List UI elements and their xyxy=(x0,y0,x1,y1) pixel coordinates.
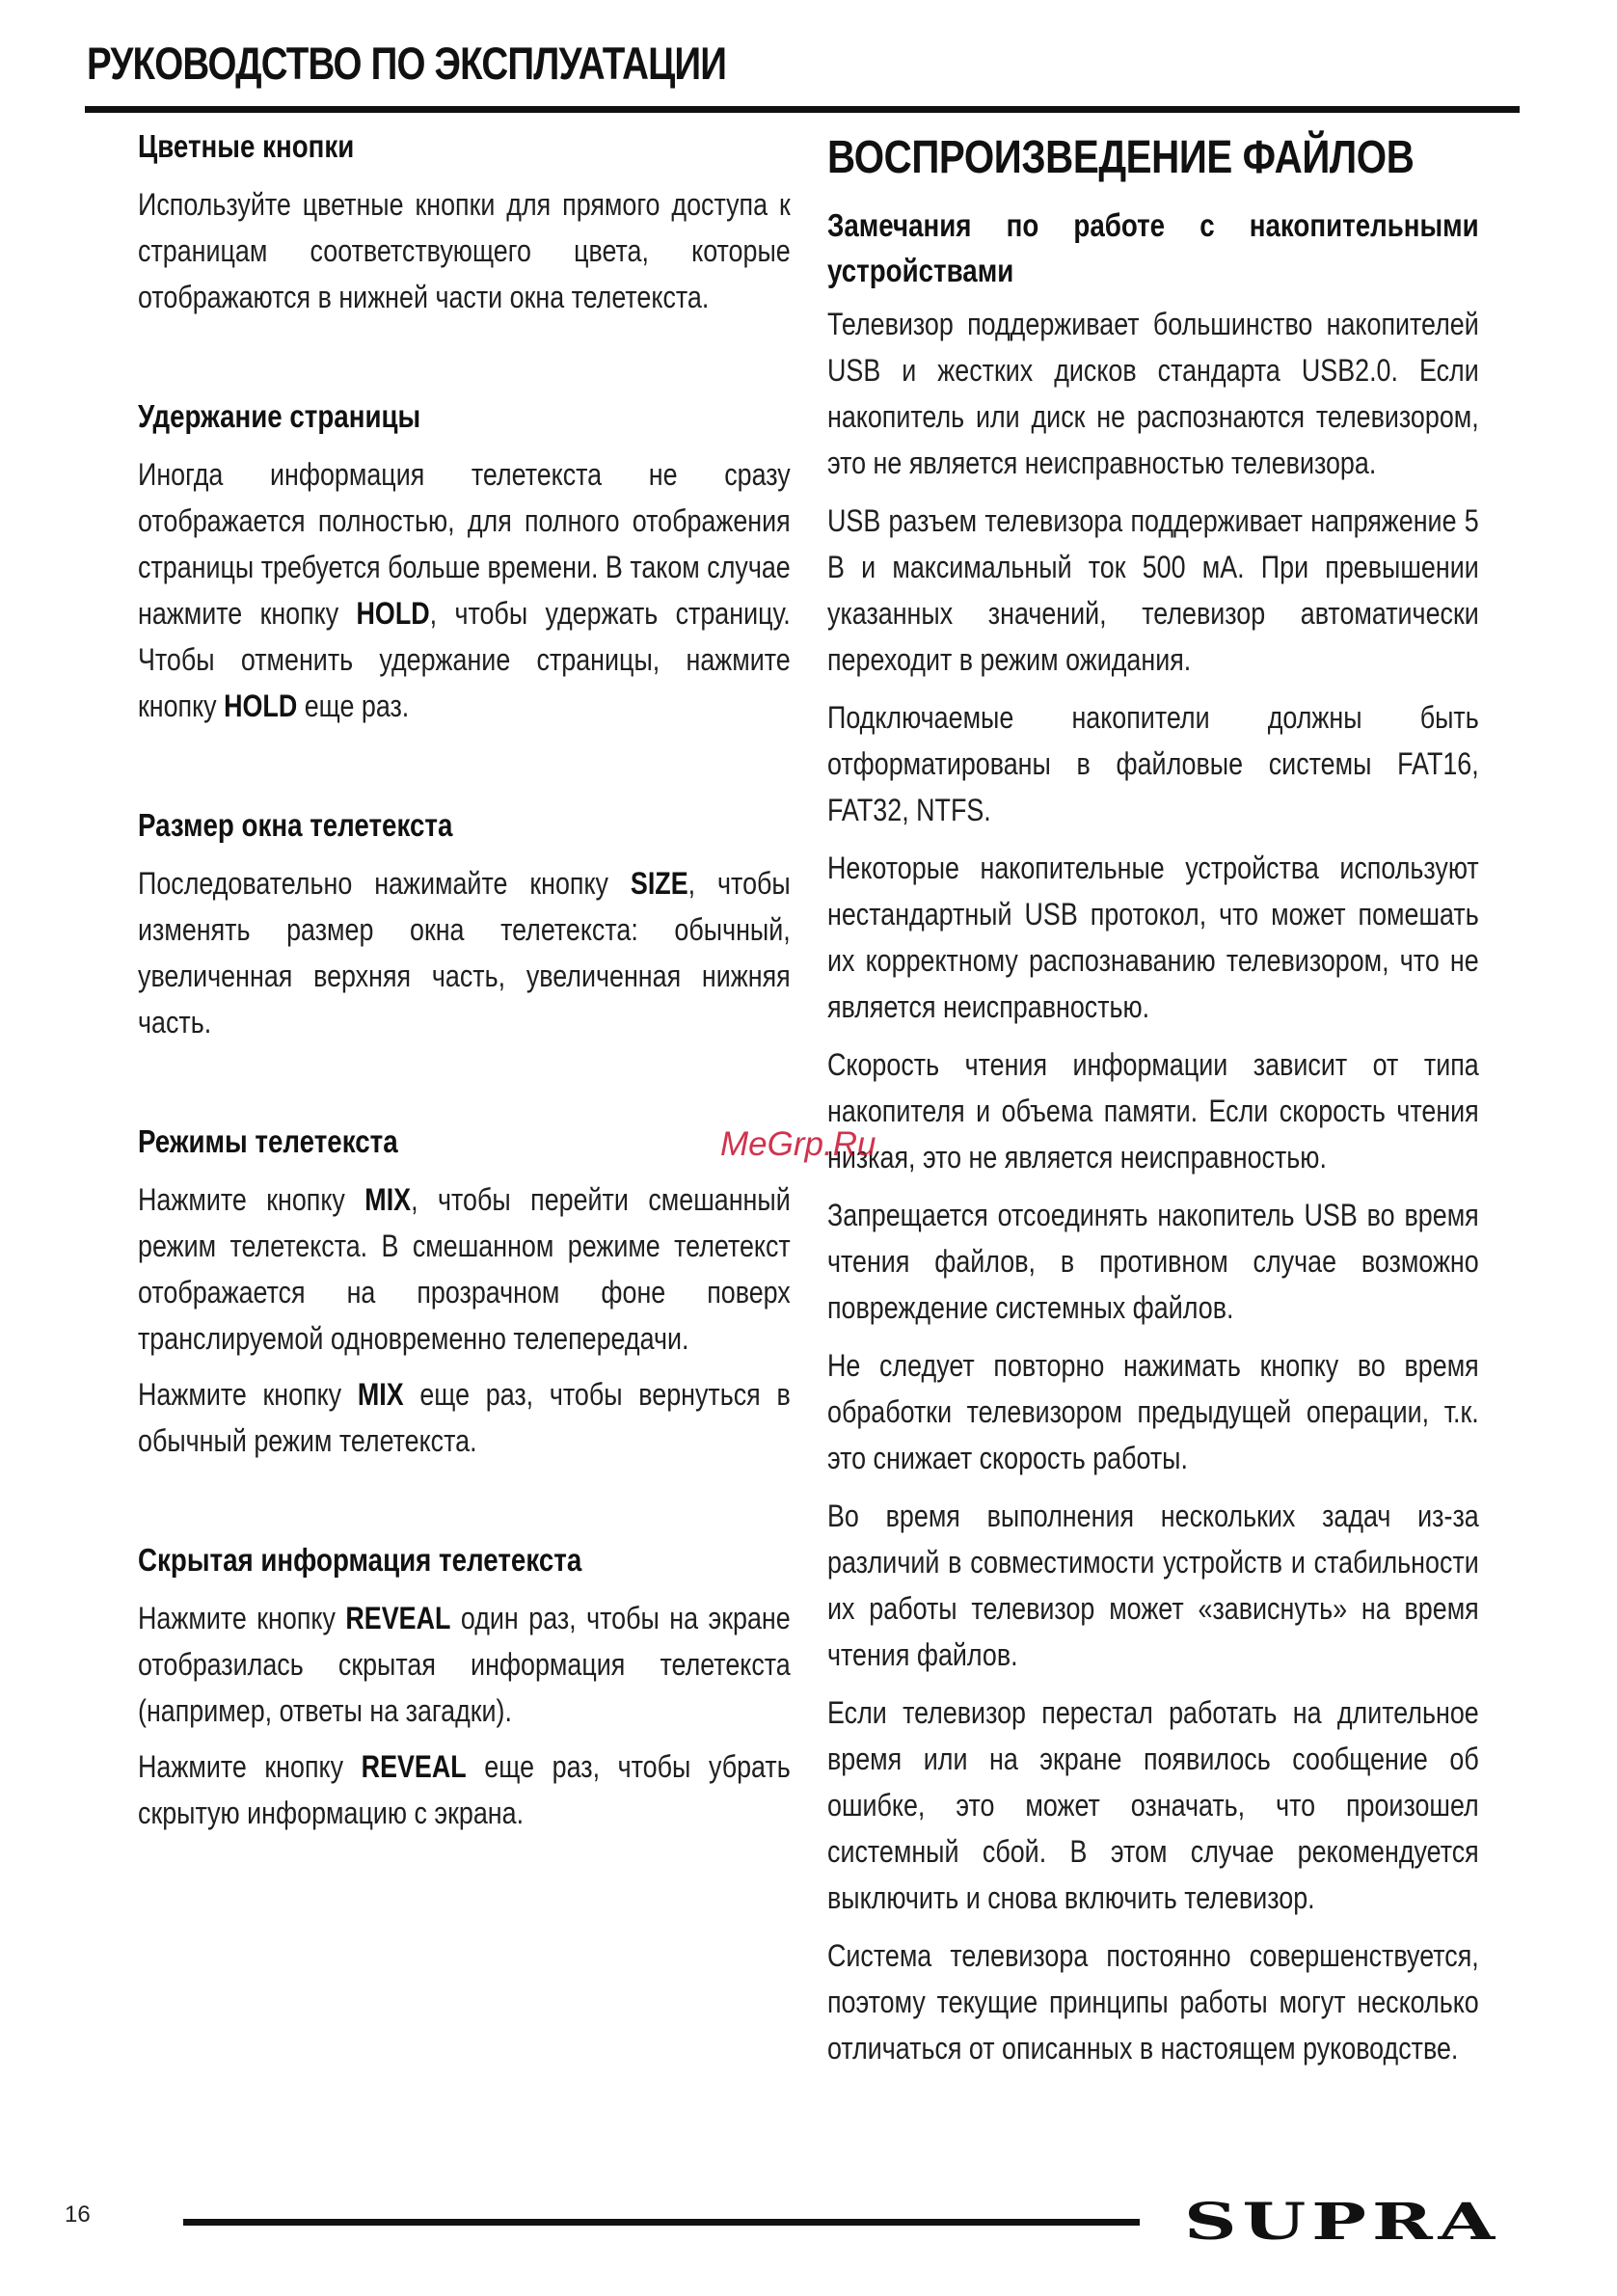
watermark-text: MeGrp.Ru xyxy=(720,1125,876,1163)
usb-note-paragraph: Телевизор поддерживает большинство накопителей USB и жестких дисков стандарта USB2.0. Если накопитель или диск не распознаются телевизором, это не является неисправностью телевизора. xyxy=(827,307,1479,480)
usb-note-paragraph: Система телевизора постоянно совершенствуется, поэтому текущие принципы работы могут несколько отличаться от описанных в настоящем руководстве. xyxy=(827,1938,1479,2066)
section-paragraph: Иногда информация телетекста не сразу отображается полностью, для полного отображения страницы требуется больше времени. В таком случае нажмите кнопку HOLD, чтобы удержать страницу. Чтобы отменить удержание страницы, нажмите кнопку HOLD еще раз. xyxy=(138,457,791,723)
usb-note-paragraph: Подключаемые накопители должны быть отформатированы в файловые системы FAT16, FAT32, NTFS. xyxy=(827,700,1479,827)
right-column-content xyxy=(827,125,1479,2071)
section-title: Режимы телетекста xyxy=(138,1123,398,1159)
usb-note-paragraph: Не следует повторно нажимать кнопку во время обработки телевизором предыдущей операции, т.к. это снижает скорость работы. xyxy=(827,1348,1479,1475)
teletext-section xyxy=(138,804,791,1045)
section-paragraph: Нажмите кнопку MIX, чтобы перейти смешанный режим телетекста. В смешанном режиме телетекст отображается на прозрачном фоне поверх транслируемой одновременно телепередачи. xyxy=(138,1182,791,1356)
header-rule xyxy=(85,106,1520,113)
button-name: REVEAL xyxy=(345,1601,451,1635)
usb-note-paragraph: Некоторые накопительные устройства используют нестандартный USB протокол, что может помешать их корректному распознаванию телевизором, что не является неисправностью. xyxy=(827,851,1479,1024)
usb-note-paragraph: USB разъем телевизора поддерживает напряжение 5 В и максимальный ток 500 мА. При превышении указанных значений, телевизор автоматически переходит в режим ожидания. xyxy=(827,503,1479,677)
teletext-section xyxy=(138,1539,791,1836)
button-name: HOLD xyxy=(224,689,298,723)
section-subtitle: Замечания по работе с накопительными устройствами xyxy=(827,207,1479,288)
footer-rule xyxy=(183,2219,1140,2226)
supra-logo xyxy=(1180,2191,1504,2249)
right-column xyxy=(827,125,1479,2071)
section-paragraph: Используйте цветные кнопки для прямого доступа к страницам соответствующего цвета, которые отображаются в нижней части окна телетекста. xyxy=(138,187,791,314)
section-main-title: ВОСПРОИЗВЕДЕНИЕ ФАЙЛОВ xyxy=(827,132,1415,183)
svg-text:SUPRA: SUPRA xyxy=(1184,2193,1500,2249)
teletext-section xyxy=(138,1121,791,1464)
section-paragraph: Нажмите кнопку MIX еще раз, чтобы вернуться в обычный режим телетекста. xyxy=(138,1377,791,1458)
button-name: REVEAL xyxy=(361,1749,467,1784)
button-name: MIX xyxy=(357,1377,404,1412)
section-title: Цветные кнопки xyxy=(138,128,355,164)
right-paragraphs xyxy=(827,301,1479,2071)
section-title: Скрытая информация телетекста xyxy=(138,1542,582,1578)
usb-note-paragraph: Запрещается отсоединять накопитель USB во время чтения файлов, в противном случае возможно повреждение системных файлов. xyxy=(827,1198,1479,1325)
teletext-section xyxy=(138,125,791,320)
section-paragraph: Нажмите кнопку REVEAL один раз, чтобы на экране отобразилась скрытая информация телетекста (например, ответы на загадки). xyxy=(138,1601,791,1728)
button-name: MIX xyxy=(364,1182,412,1217)
page-header-title: РУКОВОДСТВО ПО ЭКСПЛУАТАЦИИ xyxy=(87,38,727,89)
section-title: Размер окна телетекста xyxy=(138,807,453,843)
button-name: HOLD xyxy=(356,596,430,631)
usb-note-paragraph: Скорость чтения информации зависит от типа накопителя и объема памяти. Если скорость чтения низкая, это не является неисправностью. xyxy=(827,1047,1479,1175)
left-column-content xyxy=(138,125,791,1836)
section-title: Удержание страницы xyxy=(138,398,421,434)
page-number: 16 xyxy=(65,2201,91,2228)
button-name: SIZE xyxy=(630,866,688,901)
usb-note-paragraph: Если телевизор перестал работать на длительное время или на экране появилось сообщение об ошибке, это может означать, что произошел системный сбой. В этом случае рекомендуется выключить и снова включить телевизор. xyxy=(827,1695,1479,1915)
usb-note-paragraph: Во время выполнения нескольких задач из-за различий в совместимости устройств и стабильности их работы телевизор может «зависнуть» на время чтения файлов. xyxy=(827,1499,1479,1672)
section-paragraph: Нажмите кнопку REVEAL еще раз, чтобы убрать скрытую информацию с экрана. xyxy=(138,1749,791,1830)
section-paragraph: Последовательно нажимайте кнопку SIZE, чтобы изменять размер окна телетекста: обычный, увеличенная верхняя часть, увеличенная нижняя часть. xyxy=(138,866,791,1040)
left-column xyxy=(138,125,791,1836)
teletext-section xyxy=(138,395,791,729)
